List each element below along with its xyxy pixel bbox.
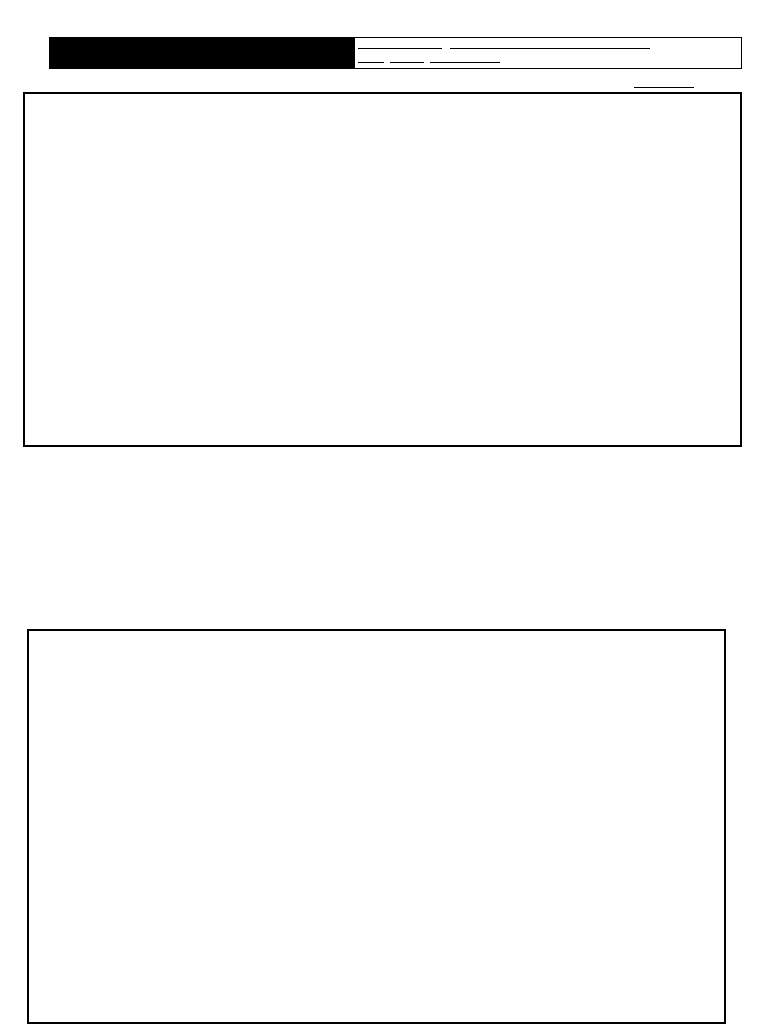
clearance-limit-field[interactable]	[358, 41, 442, 49]
log-title	[49, 37, 354, 69]
transponder-code-field[interactable]	[430, 55, 500, 63]
time-off-field[interactable]	[634, 80, 694, 88]
departure-frequency-field[interactable]	[390, 55, 424, 63]
weather-log	[27, 629, 726, 1024]
nav-log-table	[23, 92, 742, 447]
route-field[interactable]	[450, 41, 650, 49]
time-off	[634, 80, 694, 90]
clearance-box	[354, 37, 742, 69]
